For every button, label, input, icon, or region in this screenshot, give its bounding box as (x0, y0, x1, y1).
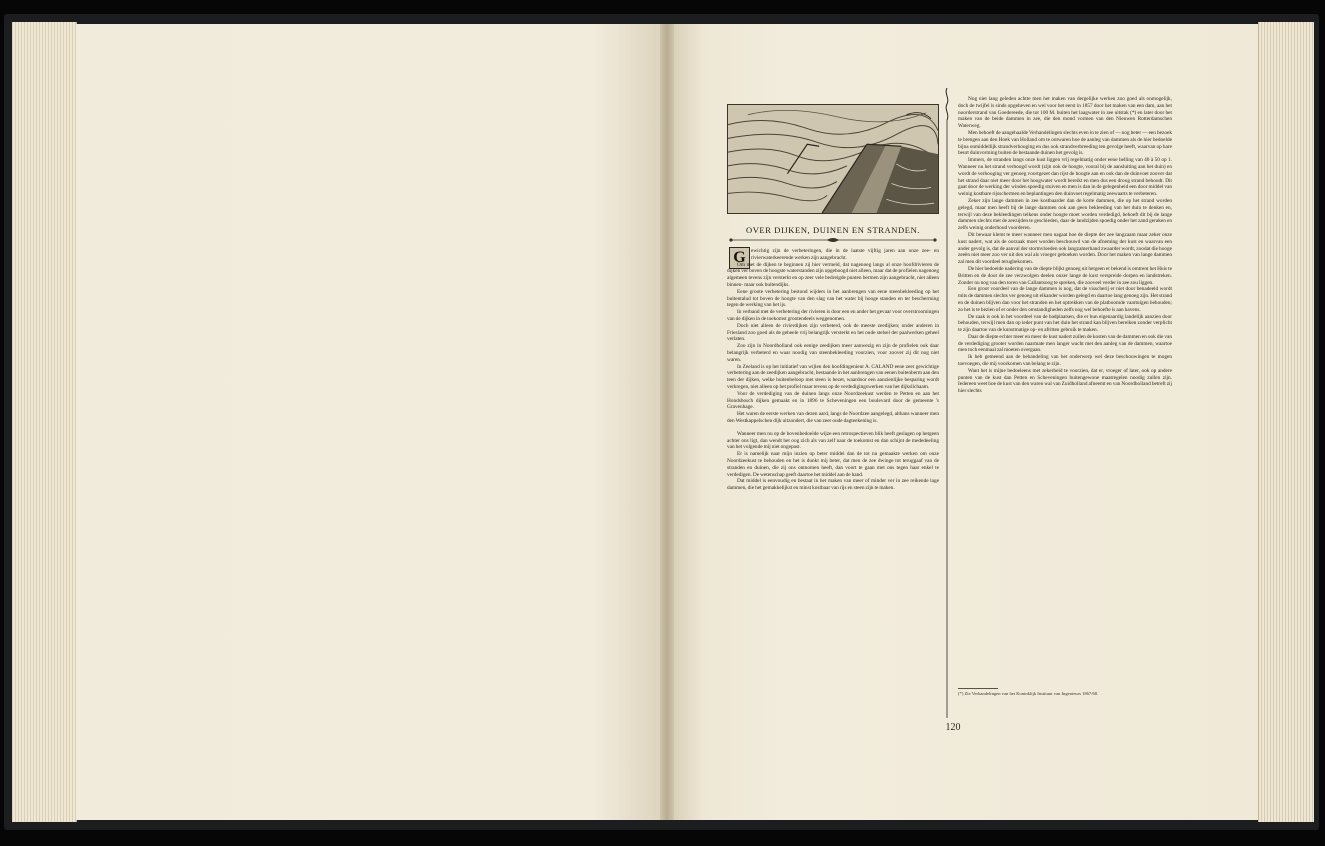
left-page-blank (76, 24, 664, 820)
paragraph: Dit bewaar klemt te meer wanneer men nagaat hoe de diepte der zee langzaam maar zeker onze kust nadert, wat als de oorzaak moet worden beschouwd van de afneming der kust en waarvan een ander gevolg is, dat de aanval der stormvloeden ook langzamerhand zwaarder wordt, zoodat die hooge zeeën niet meer zoo ver uit den wal als vroeger geboeken worden. Door het maken van lange dammen zal men dit voordeel terugbekomen. (958, 231, 1172, 266)
page-edges-left (12, 22, 77, 822)
paragraph: Ik heb gemeend aan de behandeling van het onderwerp wel deze beschouwingen te mogen toevoegen, die mij voorkomen van belang te zijn. (958, 354, 1172, 368)
text-column-left (727, 248, 939, 492)
paragraph: Eene groote verbetering bestond wijders in het aanbrengen van eene steenbekleeding op het buitentalud tot boven de hoogte van den slag van het water bij hooge standen en ter bescherming tegen de werking van het ijs. (727, 288, 939, 309)
title-ornament-rule (727, 236, 939, 244)
drop-cap-initial: G (729, 247, 750, 269)
paragraph: Immers, de stranden langs onze kust liggen vrij regelmatig onder eene helling van 40 à 50 op 1. Wanneer nu het strand verhoogd wordt (zijn ook de hoogte, vooral bij de aansluiting aan het duin) en wordt de verhooging ver genoeg voortgezet dan rijst de hoogte aan en ook dan de duinvoet zoover dat het strand daar niet meer door het hoogwater wordt bereikt en men dus een droog strand behoudt. Dit gaat door de werking der winden spoedig stuiven en men is dan in de gelegenheid een door middel van weinig kostbare rijsschermen en beplantingen den duinvoet regelmatig zeewaarts te verbeteren. (958, 157, 1172, 198)
paragraph: In Zeeland is op het initiatief van wijlen den hoofdingenieur A. CALAND eene zeer gewichtige verbetering aan de zeedijken aangebracht, bestaande in het aanbrengen van eenen buitenberm aan den teen der dijken, welke buitenbeloop met steen is bezet, waardoor een aanzienlijke besparing wordt verkregen, niet alleen op het profiel maar tevens op de verdedigingswerken van het dijkslichaam. (727, 363, 939, 390)
footnote-rule (958, 688, 998, 689)
text-column-right (958, 96, 1172, 395)
paragraph: Voor de verdediging van de duinen langs onze Noordzeekust werden te Petten en aan het Hondsbosch dijken gemaakt en in 1896 te Scheveningen een boulevard door de gemeente 's Gravenhage. (727, 390, 939, 411)
paragraph: Nog niet lang geleden achtte men het maken van dergelijke werken zoo goed als onmogelijk, doch de twijfel is sinds opgeheven en wel voor het eerst in 1857 door het maken van een dam, aan het noorderstrand van Goedereede, die tot 100 M. buiten het laagwater in zee uitstak (*) en later door het maken van de beide dammen in zee, die den mond vormen van den Nieuwen Rotterdamschen Waterweg. (958, 96, 1172, 130)
paragraph: De hier bedoelde nadering van de diepte blijkt genoeg uit hetgeen er bekend is omtrent het Huis te Britten en de door de zee verzwolgen deelen onzer lange de kust verspreide dorpen en landstreken. Zonder nu nog van den toren van Callantsoog te spreken, die zooveel verder in zee zou liggen. (958, 265, 1172, 286)
paragraph: Daar de diepte echter meer en meer de kust nadert zullen de kosten van de dammen en ook die van de verdediging grooter worden naarmate men langer wacht met den aanleg van de dammen, waartoe men toch eenmaal zal moeten overgaan. (958, 333, 1172, 354)
article-title: OVER DIJKEN, DUINEN EN STRANDEN. (745, 225, 921, 235)
book-gutter (660, 24, 674, 820)
paragraph: Doch niet alleen de rivierdijken zijn verbeterd, ook de meeste zeedijken; onder anderen in Friesland zoo goed als de geheele vrij belangrijk versterkt en het oude stelsel der paalwerken geheel verlaten. (727, 322, 939, 343)
paragraph: Men behoeft de aangehaalde Verhandelingen slechts even in te zien of — nog beter — een bezoek te brengen aan den Hoek van Holland om te ontwaren hoe de aanleg van dammen als de hier bedoelde bijna onmiddellijk strandverhooging en dus ook strandverbreeding ten gevolge heeft, waarvan op hare beurt duinvorming buiten de bestaande duinen het gevolg is. (958, 129, 1172, 157)
page-number: 120 (945, 722, 961, 733)
paragraph: Wanneer men nu op de bovenbedoelde wijze een retrospectieven blik heeft geslagen op hetgeen achter ons ligt, dan wendt het oog zich als van zelf naar de toekomst en dan schijnt de mededeeling van het volgende mij niet ongepast. (727, 430, 939, 451)
paragraph: Om met de dijken te beginnen zij hier vermeld, dat nagenoeg langs al onze hoofdrivieren de dijken ver boven de hoogste waterstanden zijn opgehoogd niet alleen, maar dat de profielen nagenoeg algemeen tevens zijn versterkt en op zeer vele bedreigde punten bermen zijn aangebracht, niet alleen binnen- maar ook buitendijks. (727, 261, 939, 288)
paragraph: Een groot voordeel van de lange dammen is nog, dat de visscherij er niet door benadeeld wordt mits de dammen slechts ver genoeg uit elkander worden gelegd en daartoe lang genoeg zijn. Het strand en de duinen blijven dan voor het stranden en het optrekken van de platboomde vaartuigen behouden; zo het is te bezien of er onder den omstandigheden zelfs nog wel behoefte is aan havens. (958, 286, 1172, 313)
page-edges-right (1258, 22, 1314, 822)
footnote: (*) Zie Verhandelingen van het Koninklijk Instituut van Ingenieurs 1867/68. (958, 691, 1099, 696)
paragraph: ewichtig zijn de verbeteringen, die in de laatste vijftig jaren aan onze zee- en rivierwaterkeerende werken zijn aangebracht. (751, 248, 939, 261)
paragraph: Zoo zijn in Noordholland ook eenige zeedijken meer aanwezig en zijn de profielen ook daar belangrijk verbeterd en waar noodig van steenbekleeding voorzien, voor zoover zij dit nog niet waren. (727, 343, 939, 363)
paragraph: In verband met de verbetering der rivieren is door een en ander het gevaar voor overstroomingen van de dijken in de toekomst grootendeels weggenomen. (727, 309, 939, 322)
paragraph: Het waren de eerste werken van dezen aard, langs de Noordzee aangelegd, althans wanneer men den Westkappelschen dijk uitzondert, die van zeer oude dagteekening is. (727, 411, 939, 424)
headpiece-engraving (727, 104, 939, 214)
paragraph: Er is namelijk naar mijn inzien op beter middel dan de tot nu gemaakte werken om onze Noordzeekust te behouden en het is dunkt mij beter, dat men de zee dwinge tot teruggaaf van de stranden en duinen, die zij ons ontnomen heeft, dan voort te gaan met ons tegen haar enkel te verdedigen. De wetenschap geeft daartoe het middel aan de hand. (727, 451, 939, 478)
paragraph: Dat middel is eenvoudig en bestaat in het maken van meer of minder ver in zee reikende lage dammen, die het gemakkelijkst en minst kostbaar van rijs en steen zijn te maken. (727, 478, 939, 492)
paragraph: Zeker zijn lange dammen in zee kostbaarder dan de korte dammen, die op het strand worden gelegd, maar men heeft bij de lange dammen ook aan geen bekleeding van het duin te denken en, terwijl van deze bekleedingen telkens onder hoogte moet worden verdedigd, behoeft dit bij de lange dammen slechts met de zeezijden te geschieden, daar de landzijden spoedig onder het zand geraken en zelfs weinig onderhoud voorderen. (958, 197, 1172, 232)
paragraph: De zaak is ook in het voordeel van de badplaatsen, die er hun eigenaardig landelijk aanzien door behouden, terwijl men dan op ieder punt van het duin het strand kan blijven bereiken zonder verplicht te zijn daartoe van de kunstmatige op- en afritten gebruik te maken. (958, 313, 1172, 334)
ornamental-column-divider (942, 88, 952, 718)
paragraph: Want het is mijne bedoeleens met zekerheid te voorzien, dat er, vroeger of later, ook op andere punten van de kust dan Petten en Scheveningen buitengewone maatregelen noodig zullen zijn. Iedereen weet hoe de kust van den waren wal van Zuidholland afneemt en van Noordholland betreft zij hier slechts (958, 367, 1172, 395)
